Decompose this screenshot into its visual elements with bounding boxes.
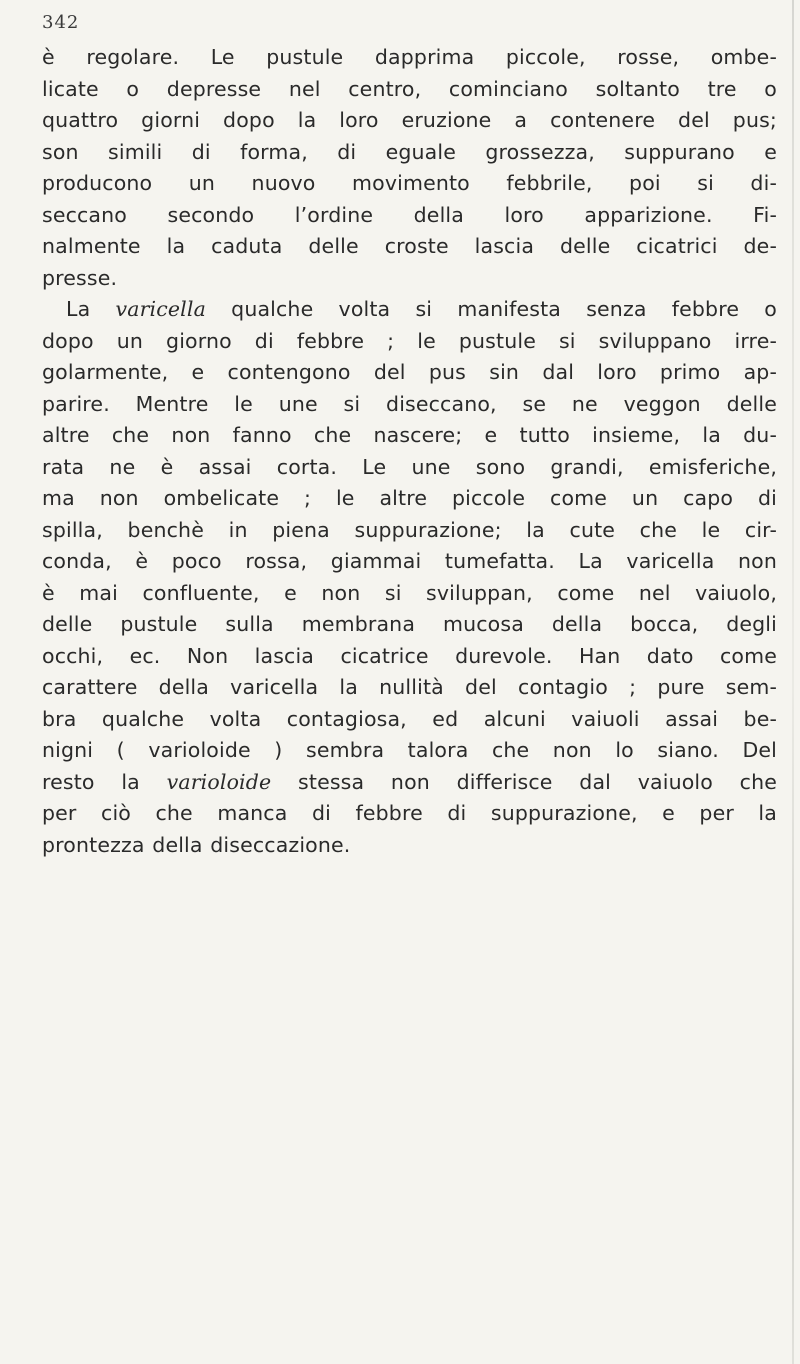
text-line: dopo un giorno di febbre ; le pustule si sviluppano irre- [42, 328, 777, 353]
text-fragment: stessa non differisce dal vaiuolo che [271, 769, 777, 794]
text-fragment: resto la [42, 769, 167, 794]
text-line: quattro giorni dopo la loro eruzione a contenere del pus; [42, 108, 777, 132]
text-line: prontezza della diseccazione. [42, 832, 351, 857]
text-line: altre che non fanno che nascere; e tutto insieme, la du- [42, 423, 777, 447]
text-line: son simili di forma, di eguale grossezza, suppurano e [42, 139, 777, 164]
text-line: delle pustule sulla membrana mucosa della bocca, degli [42, 612, 777, 636]
italic-term: varioloide [166, 769, 272, 794]
text-fragment: La [66, 297, 116, 321]
text-line: conda, è poco rossa, giammai tumefatta. La varicella non [42, 549, 777, 573]
text-line: è mai confluente, e non si sviluppan, come nel vaiuolo, [42, 580, 777, 605]
text-line: carattere della varicella la nullità del contagio ; pure sem- [42, 675, 777, 699]
text-line: è regolare. Le pustule dapprima piccole, rosse, ombe- [42, 45, 777, 69]
text-line: nigni ( varioloide ) sembra talora che non lo siano. Del [42, 738, 777, 762]
text-line: spilla, benchè in piena suppurazione; la cute che le cir- [42, 517, 777, 542]
text-line [42, 294, 777, 326]
text-line: seccano secondo l’ordine della loro apparizione. Fi- [42, 202, 777, 227]
text-line: ma non ombelicate ; le altre piccole come un capo di [42, 486, 777, 510]
text-line [42, 767, 777, 799]
text-line: licate o depresse nel centro, cominciano soltanto tre o [42, 76, 777, 101]
text-line: bra qualche volta contagiosa, ed alcuni vaiuoli assai be- [42, 706, 777, 731]
italic-term: varicella [115, 297, 206, 321]
page-number: 342 [42, 12, 80, 33]
text-line: producono un nuovo movimento febbrile, poi si di- [42, 171, 777, 195]
page-edge-shadow [792, 0, 794, 1364]
text-line: rata ne è assai corta. Le une sono grandi, emisferiche, [42, 454, 777, 479]
text-line: per ciò che manca di febbre di suppurazione, e per la [42, 801, 777, 825]
text-line: occhi, ec. Non lascia cicatrice durevole. Han dato come [42, 643, 777, 668]
text-line: golarmente, e contengono del pus sin dal loro primo ap- [42, 360, 777, 384]
text-line: nalmente la caduta delle croste lascia delle cicatrici de- [42, 234, 777, 258]
text-line: parire. Mentre le une si diseccano, se ne veggon delle [42, 391, 777, 416]
body-text [42, 42, 777, 861]
text-fragment: qualche volta si manifesta senza febbre o [205, 297, 777, 321]
text-line: presse. [42, 265, 118, 290]
